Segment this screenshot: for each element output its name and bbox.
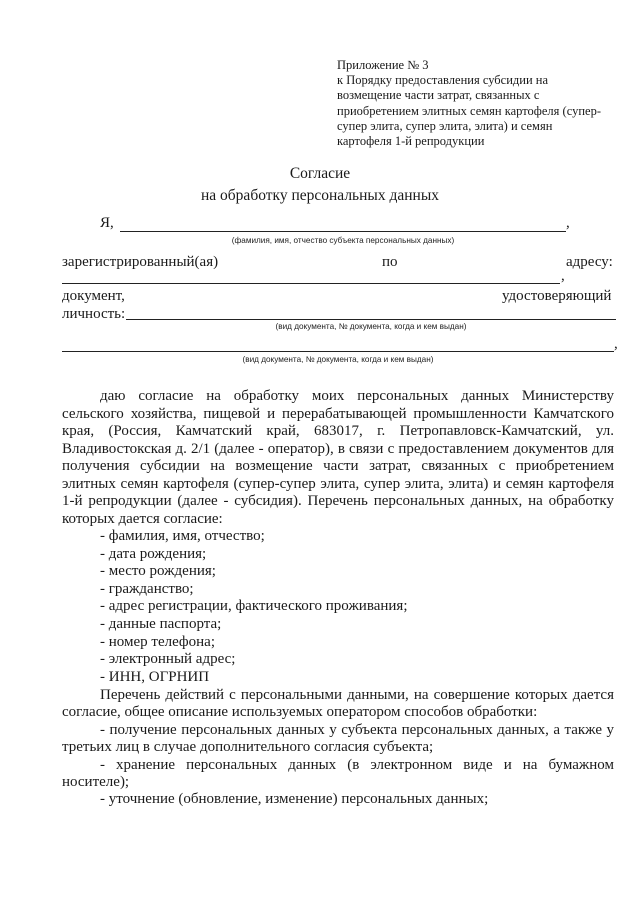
po-label: по (382, 254, 398, 270)
address-label: адресу: (566, 254, 613, 270)
list-item: - уточнение (обновление, изменение) персональных данных; (100, 791, 489, 808)
list-item: - получение персональных данных у субъекта персональных данных, а также у третьих лиц в случае дополнительного согласия субъекта; (62, 722, 614, 756)
list-item: - дата рождения; (100, 545, 207, 562)
appendix-line: картофеля 1-й репродукции (337, 134, 485, 149)
list-item: - гражданство; (100, 580, 194, 597)
list-item: - хранение персональных данных (в электронном виде и на бумажном носителе); (62, 756, 614, 790)
list-item: - ИНН, ОГРНИП (100, 668, 210, 685)
full-name-line[interactable] (120, 231, 566, 232)
personal-data-list (100, 528, 614, 686)
ya-label: Я, (100, 215, 114, 231)
document-details-hint-2: (вид документа, № документа, когда и кем выдан) (242, 355, 434, 364)
full-name-hint: (фамилия, имя, отчество субъекта персональных данных) (231, 236, 455, 245)
consent-paragraph: даю согласие на обработку моих персональных данных Министерству сельского хозяйства, пищевой и перерабатывающей промышленности Камчатского края, (Россия, Камчатский край, 683017, г. Петропавловск-Камчатский, ул. Владивостокская д. 2/1 (далее - оператор), в связи с предоставлением документов для получения субсидии на возмещение части затрат, связанных с приобретением элитных семян картофеля (супер-супер элита, супер элита, элита) и семян картофеля 1-й репродукции (далее - субсидия). Перечень персональных данных, на обработку которых дается согласие: (62, 388, 614, 527)
appendix-line: к Порядку предоставления субсидии на (337, 73, 549, 88)
document-details-line-2[interactable] (62, 351, 614, 352)
list-item: - электронный адрес; (100, 651, 236, 668)
appendix-line: приобретением элитных семян картофеля (супер- (337, 103, 601, 118)
certifying-label: удостоверяющий (502, 288, 612, 304)
list-item: - данные паспорта; (100, 615, 222, 632)
address-line[interactable] (62, 283, 560, 284)
comma-1: , (566, 215, 570, 231)
document-subtitle: на обработку персональных данных (201, 187, 439, 204)
document-details-hint-1: (вид документа, № документа, когда и кем выдан) (275, 322, 467, 331)
comma-3: , (614, 336, 618, 352)
identity-label: личность: (62, 306, 126, 322)
actions-list (62, 722, 614, 808)
list-item: - фамилия, имя, отчество; (100, 528, 265, 544)
document-label: документ, (62, 288, 125, 304)
document-details-line-1[interactable] (126, 319, 616, 320)
actions-intro-paragraph: Перечень действий с персональными данными, на совершение которых дается согласие, общее описание используемых оператором способов обработки: (62, 687, 614, 721)
appendix-line: Приложение № 3 (337, 58, 429, 72)
appendix-line: возмещение части затрат, связанных с (337, 88, 540, 103)
comma-2: , (561, 268, 565, 284)
registered-label: зарегистрированный(ая) (62, 254, 219, 270)
list-item: - номер телефона; (100, 633, 215, 650)
list-item: - место рождения; (100, 563, 216, 580)
list-item: - адрес регистрации, фактического проживания; (100, 598, 408, 615)
appendix-block (337, 58, 622, 149)
appendix-line: супер элита, супер элита, элита) и семян (337, 118, 553, 133)
document-title: Согласие (289, 165, 351, 182)
